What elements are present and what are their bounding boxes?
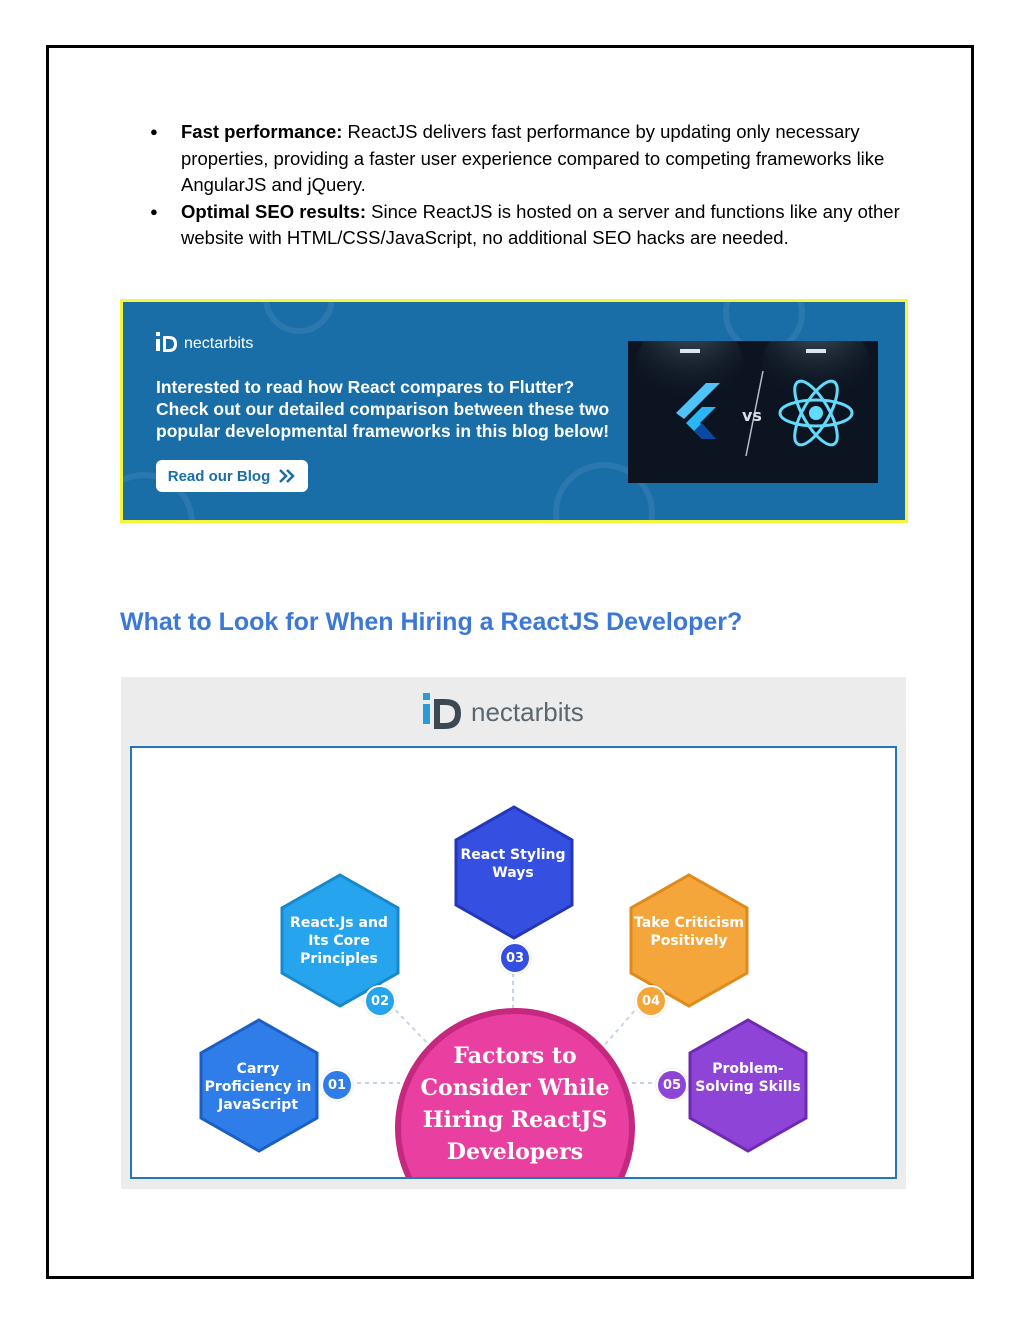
center-line: Consider While	[420, 1075, 610, 1101]
read-blog-button[interactable]	[156, 460, 308, 492]
center-line: Developers	[446, 1139, 584, 1165]
bullet-term: Fast performance:	[181, 121, 343, 142]
factor-number-04: 04	[635, 985, 667, 1017]
infographic-brand-name: nectarbits	[471, 696, 584, 727]
factor-label-02: React.Js and Its Core Principles	[290, 915, 388, 967]
factor-label-04: Take Criticism Positively	[634, 915, 744, 949]
feature-bullet-list	[150, 119, 910, 252]
banner-brand-name: nectarbits	[184, 335, 254, 352]
banner-intro: Interested to read how	[156, 377, 348, 397]
factor-number-01: 01	[321, 1069, 353, 1101]
infographic-frame	[130, 746, 897, 1179]
bullet-text: Since ReactJS is hosted on a server and functions like any other website with HTML/CSS/JavaScript, no additional SEO hacks are needed.	[181, 200, 900, 248]
decor-circle	[263, 299, 335, 334]
flutter-vs-react-image	[628, 341, 878, 483]
hiring-factors-infographic	[121, 677, 906, 1189]
center-line: Hiring ReactJS	[422, 1107, 608, 1133]
factor-label-05: Problem-Solving Skills	[695, 1061, 801, 1095]
factor-number-02: 02	[364, 985, 396, 1017]
nectarbits-logo-icon	[156, 332, 178, 356]
factor-label-01: Carry Proficiency in JavaScript	[204, 1061, 312, 1113]
factor-number-05: 05	[656, 1069, 688, 1101]
read-blog-label: Read our Blog	[167, 467, 271, 485]
bullet-fast-performance	[150, 119, 910, 199]
banner-copy	[156, 376, 626, 442]
nectarbits-logo-icon	[421, 691, 463, 733]
banner-highlight: React compares to Flutter	[347, 377, 564, 397]
vs-text: vs	[742, 406, 762, 425]
double-chevron-right-icon	[278, 469, 296, 483]
factor-number-03: 03	[499, 942, 531, 974]
center-title	[412, 1040, 618, 1168]
center-line: Factors to	[453, 1043, 577, 1069]
banner-brand-logo	[156, 332, 253, 356]
bullet-term: Optimal SEO results:	[181, 200, 367, 222]
factor-label-03: React Styling Ways	[460, 847, 566, 881]
infographic-brand-logo	[421, 691, 584, 733]
blog-promo-banner[interactable]	[120, 299, 908, 523]
section-heading: What to Look for When Hiring a ReactJS Developer?	[120, 608, 743, 636]
banner-intro-end: ?	[563, 377, 575, 397]
banner-line2: Check out our detailed comparison between these two popular developmental frameworks in this blog below!	[156, 399, 610, 441]
bullet-seo-results	[150, 199, 910, 252]
bullet-text: ReactJS delivers fast performance by updating only necessary properties, providing a faster user experience compared to competing frameworks like AngularJS and jQuery.	[181, 121, 885, 195]
